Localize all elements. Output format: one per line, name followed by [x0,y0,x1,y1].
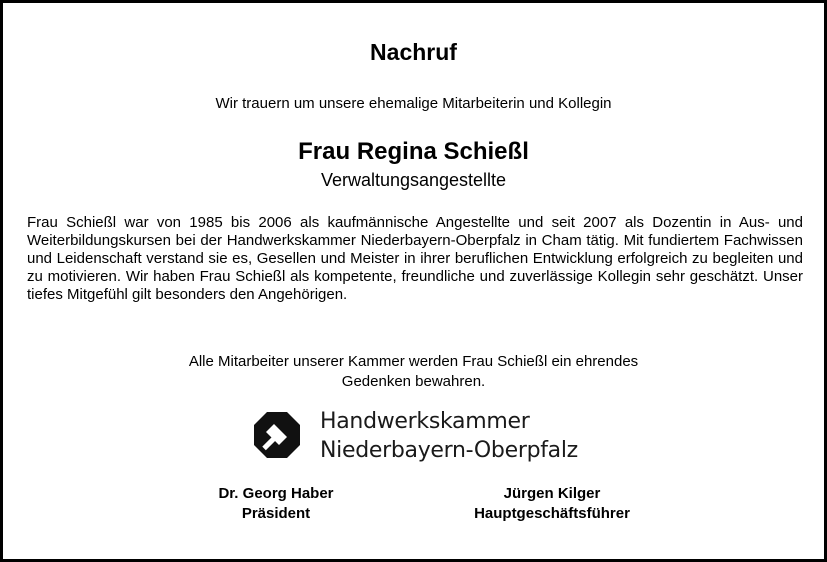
logo-text-line-1: Handwerkskammer [320,409,530,434]
signatory-title: Präsident [241,505,311,522]
deceased-role: Verwaltungsangestellte [320,170,507,190]
closing-line-2: Gedenken bewahren. [341,373,486,390]
deceased-name: Frau Regina Schießl [298,138,529,165]
signature-managing-director [422,484,682,524]
notice-closing [3,352,824,392]
logo-text-line-2: Niederbayern-Oberpfalz [320,438,578,463]
signature-president [146,484,406,524]
handwerkskammer-logo-icon [253,411,301,459]
notice-body: Frau Schießl war von 1985 bis 2006 als kaufmännische Angestellte und seit 2007 als Dozentin in Aus- und Weiterbildungskursen bei der Handwerkskammer Niederbayern-Oberpfalz in Cham tätig. Mit fundiertem Fachwissen und Leidenschaft verstand sie es, Gesellen und Meister in ihrer beruflichen Entwicklung erfolgreich zu begleiten und zu motivieren. Wir haben Frau Schießl als kompetente, freundliche und zuverlässige Kollegin sehr geschätzt. Unser tiefes Mitgefühl gilt besonders den Angehörigen. [27,214,803,303]
organization-logo [253,409,583,469]
notice-heading: Nachruf [370,39,457,65]
signatory-title: Hauptgeschäftsführer [474,505,630,522]
signatory-name: Dr. Georg Haber [218,485,334,502]
closing-line-1: Alle Mitarbeiter unserer Kammer werden Frau Schießl ein ehrendes [188,353,639,370]
notice-intro: Wir trauern um unsere ehemalige Mitarbeiterin und Kollegin [215,95,612,112]
signatory-name: Jürgen Kilger [503,485,601,502]
